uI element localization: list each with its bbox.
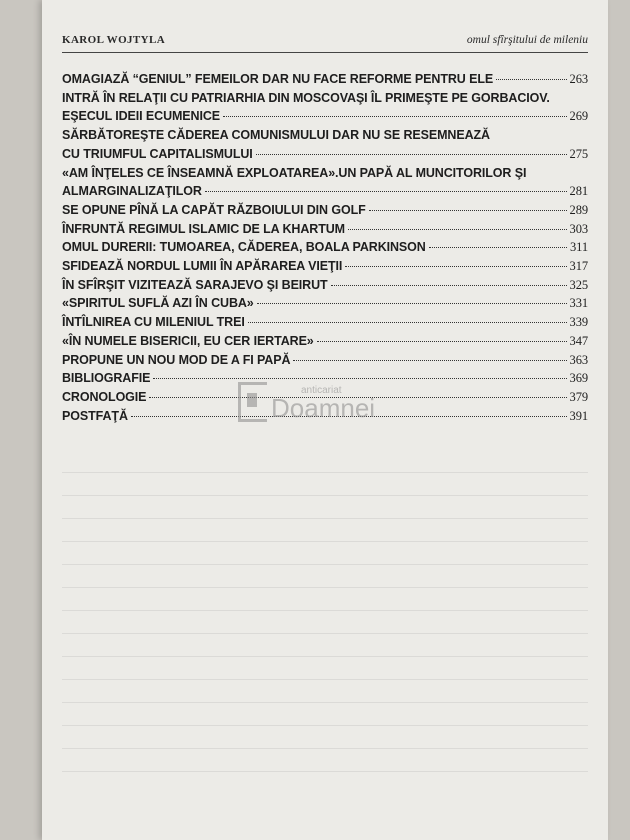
toc-leader-dots — [369, 210, 567, 211]
toc-page-number: 379 — [569, 389, 588, 404]
toc-page-number: 339 — [569, 315, 588, 330]
toc-entry-title: «SPIRITUL SUFLĂ AZI ÎN CUBA» — [62, 296, 254, 311]
book-title-header: omul sfîrşitului de mileniu — [466, 34, 588, 46]
toc-page-number: 325 — [569, 277, 588, 292]
toc-entry — [62, 276, 588, 295]
toc-page-number: 369 — [569, 371, 588, 386]
toc-entry — [62, 257, 588, 276]
toc-page-number: 269 — [569, 109, 588, 124]
toc-entry — [62, 220, 588, 239]
bleed-through-text — [62, 450, 588, 790]
watermark-logo-icon — [238, 382, 267, 422]
toc-entry — [62, 164, 588, 183]
toc-entry-title: SFIDEAZĂ NORDUL LUMII ÎN APĂRAREA VIEŢII — [62, 259, 343, 274]
toc-entry — [62, 294, 588, 313]
toc-entry-title: PROPUNE UN NOU MOD DE A FI PAPĂ — [62, 352, 291, 367]
toc-entry-title: POSTFAŢĂ — [62, 408, 128, 423]
toc-page-number: 281 — [569, 184, 588, 199]
toc-page-number: 391 — [569, 408, 588, 423]
watermark-small-text: anticariat — [301, 384, 342, 396]
toc-entry-title: ÎNFRUNTĂ REGIMUL ISLAMIC DE LA KHARTUM — [62, 221, 345, 236]
toc-leader-dots — [496, 79, 566, 80]
toc-entry — [62, 351, 588, 370]
toc-leader-dots — [345, 266, 566, 267]
toc-entry-title: ALMARGINALIZAŢILOR — [62, 184, 202, 199]
toc-page-number: 263 — [569, 72, 588, 86]
toc-entry — [62, 107, 588, 126]
toc-entry — [62, 70, 588, 89]
toc-entry-title: SĂRBĂTOREŞTE CĂDEREA COMUNISMULUI DAR NU SE RESEMNEAZĂ — [62, 128, 490, 143]
toc-entry-title: INTRĂ ÎN RELAŢII CU PATRIARHIA DIN MOSCOVAŞI ÎL PRIMEŞTE PE GORBACIOV. — [62, 90, 550, 105]
toc-leader-dots — [223, 116, 567, 117]
toc-entry-title: EŞECUL IDEII ECUMENICE — [62, 109, 221, 124]
toc-page-number: 347 — [569, 333, 588, 348]
watermark-big-text: Doamnei — [271, 392, 376, 423]
table-of-contents — [62, 70, 588, 425]
author-header: KAROL WOJTYLA — [62, 34, 166, 46]
toc-leader-dots — [293, 360, 566, 361]
toc-leader-dots — [256, 154, 567, 155]
toc-entry — [62, 313, 588, 332]
toc-entry — [62, 182, 588, 201]
toc-leader-dots — [348, 229, 567, 230]
header-rule — [62, 52, 588, 53]
toc-leader-dots — [331, 285, 567, 286]
toc-leader-dots — [248, 322, 567, 323]
toc-entry-title: SE OPUNE PÎNĂ LA CAPĂT RĂZBOIULUI DIN GOLF — [62, 202, 366, 217]
toc-entry — [62, 238, 588, 257]
toc-page-number: 311 — [570, 240, 588, 255]
toc-entry — [62, 126, 588, 145]
toc-leader-dots — [429, 247, 567, 248]
toc-entry — [62, 89, 588, 108]
toc-page-number: 289 — [569, 202, 588, 217]
toc-page-number: 317 — [569, 259, 588, 274]
toc-page-number: 275 — [569, 146, 588, 161]
toc-entry-title: CRONOLOGIE — [62, 389, 147, 404]
toc-entry-title: CU TRIUMFUL CAPITALISMULUI — [62, 146, 253, 161]
running-head — [62, 34, 588, 46]
toc-entry-title: ÎNTÎLNIREA CU MILENIUL TREI — [62, 315, 245, 330]
toc-leader-dots — [257, 303, 567, 304]
toc-entry-title: «AM ÎNŢELES CE ÎNSEAMNĂ EXPLOATAREA».UN PAPĂ AL MUNCITORILOR ŞI — [62, 165, 527, 180]
toc-leader-dots — [205, 191, 567, 192]
watermark — [238, 382, 375, 422]
toc-page-number: 363 — [569, 352, 588, 367]
toc-leader-dots — [153, 378, 566, 379]
toc-entry — [62, 201, 588, 220]
toc-entry-title: BIBLIOGRAFIE — [62, 371, 151, 386]
toc-entry — [62, 145, 588, 164]
book-page — [42, 0, 608, 840]
toc-page-number: 303 — [569, 221, 588, 236]
toc-entry-title: «ÎN NUMELE BISERICII, EU CER IERTARE» — [62, 333, 314, 348]
toc-entry — [62, 332, 588, 351]
toc-entry-title: OMUL DURERII: TUMOAREA, CĂDEREA, BOALA PARKINSON — [62, 240, 426, 255]
toc-leader-dots — [317, 341, 567, 342]
toc-page-number: 331 — [569, 296, 588, 311]
toc-entry-title: ÎN SFÎRŞIT VIZITEAZĂ SARAJEVO ŞI BEIRUT — [62, 277, 328, 292]
toc-entry-title: OMAGIAZĂ “GENIUL” FEMEILOR DAR NU FACE REFORME PENTRU ELE — [62, 72, 494, 86]
